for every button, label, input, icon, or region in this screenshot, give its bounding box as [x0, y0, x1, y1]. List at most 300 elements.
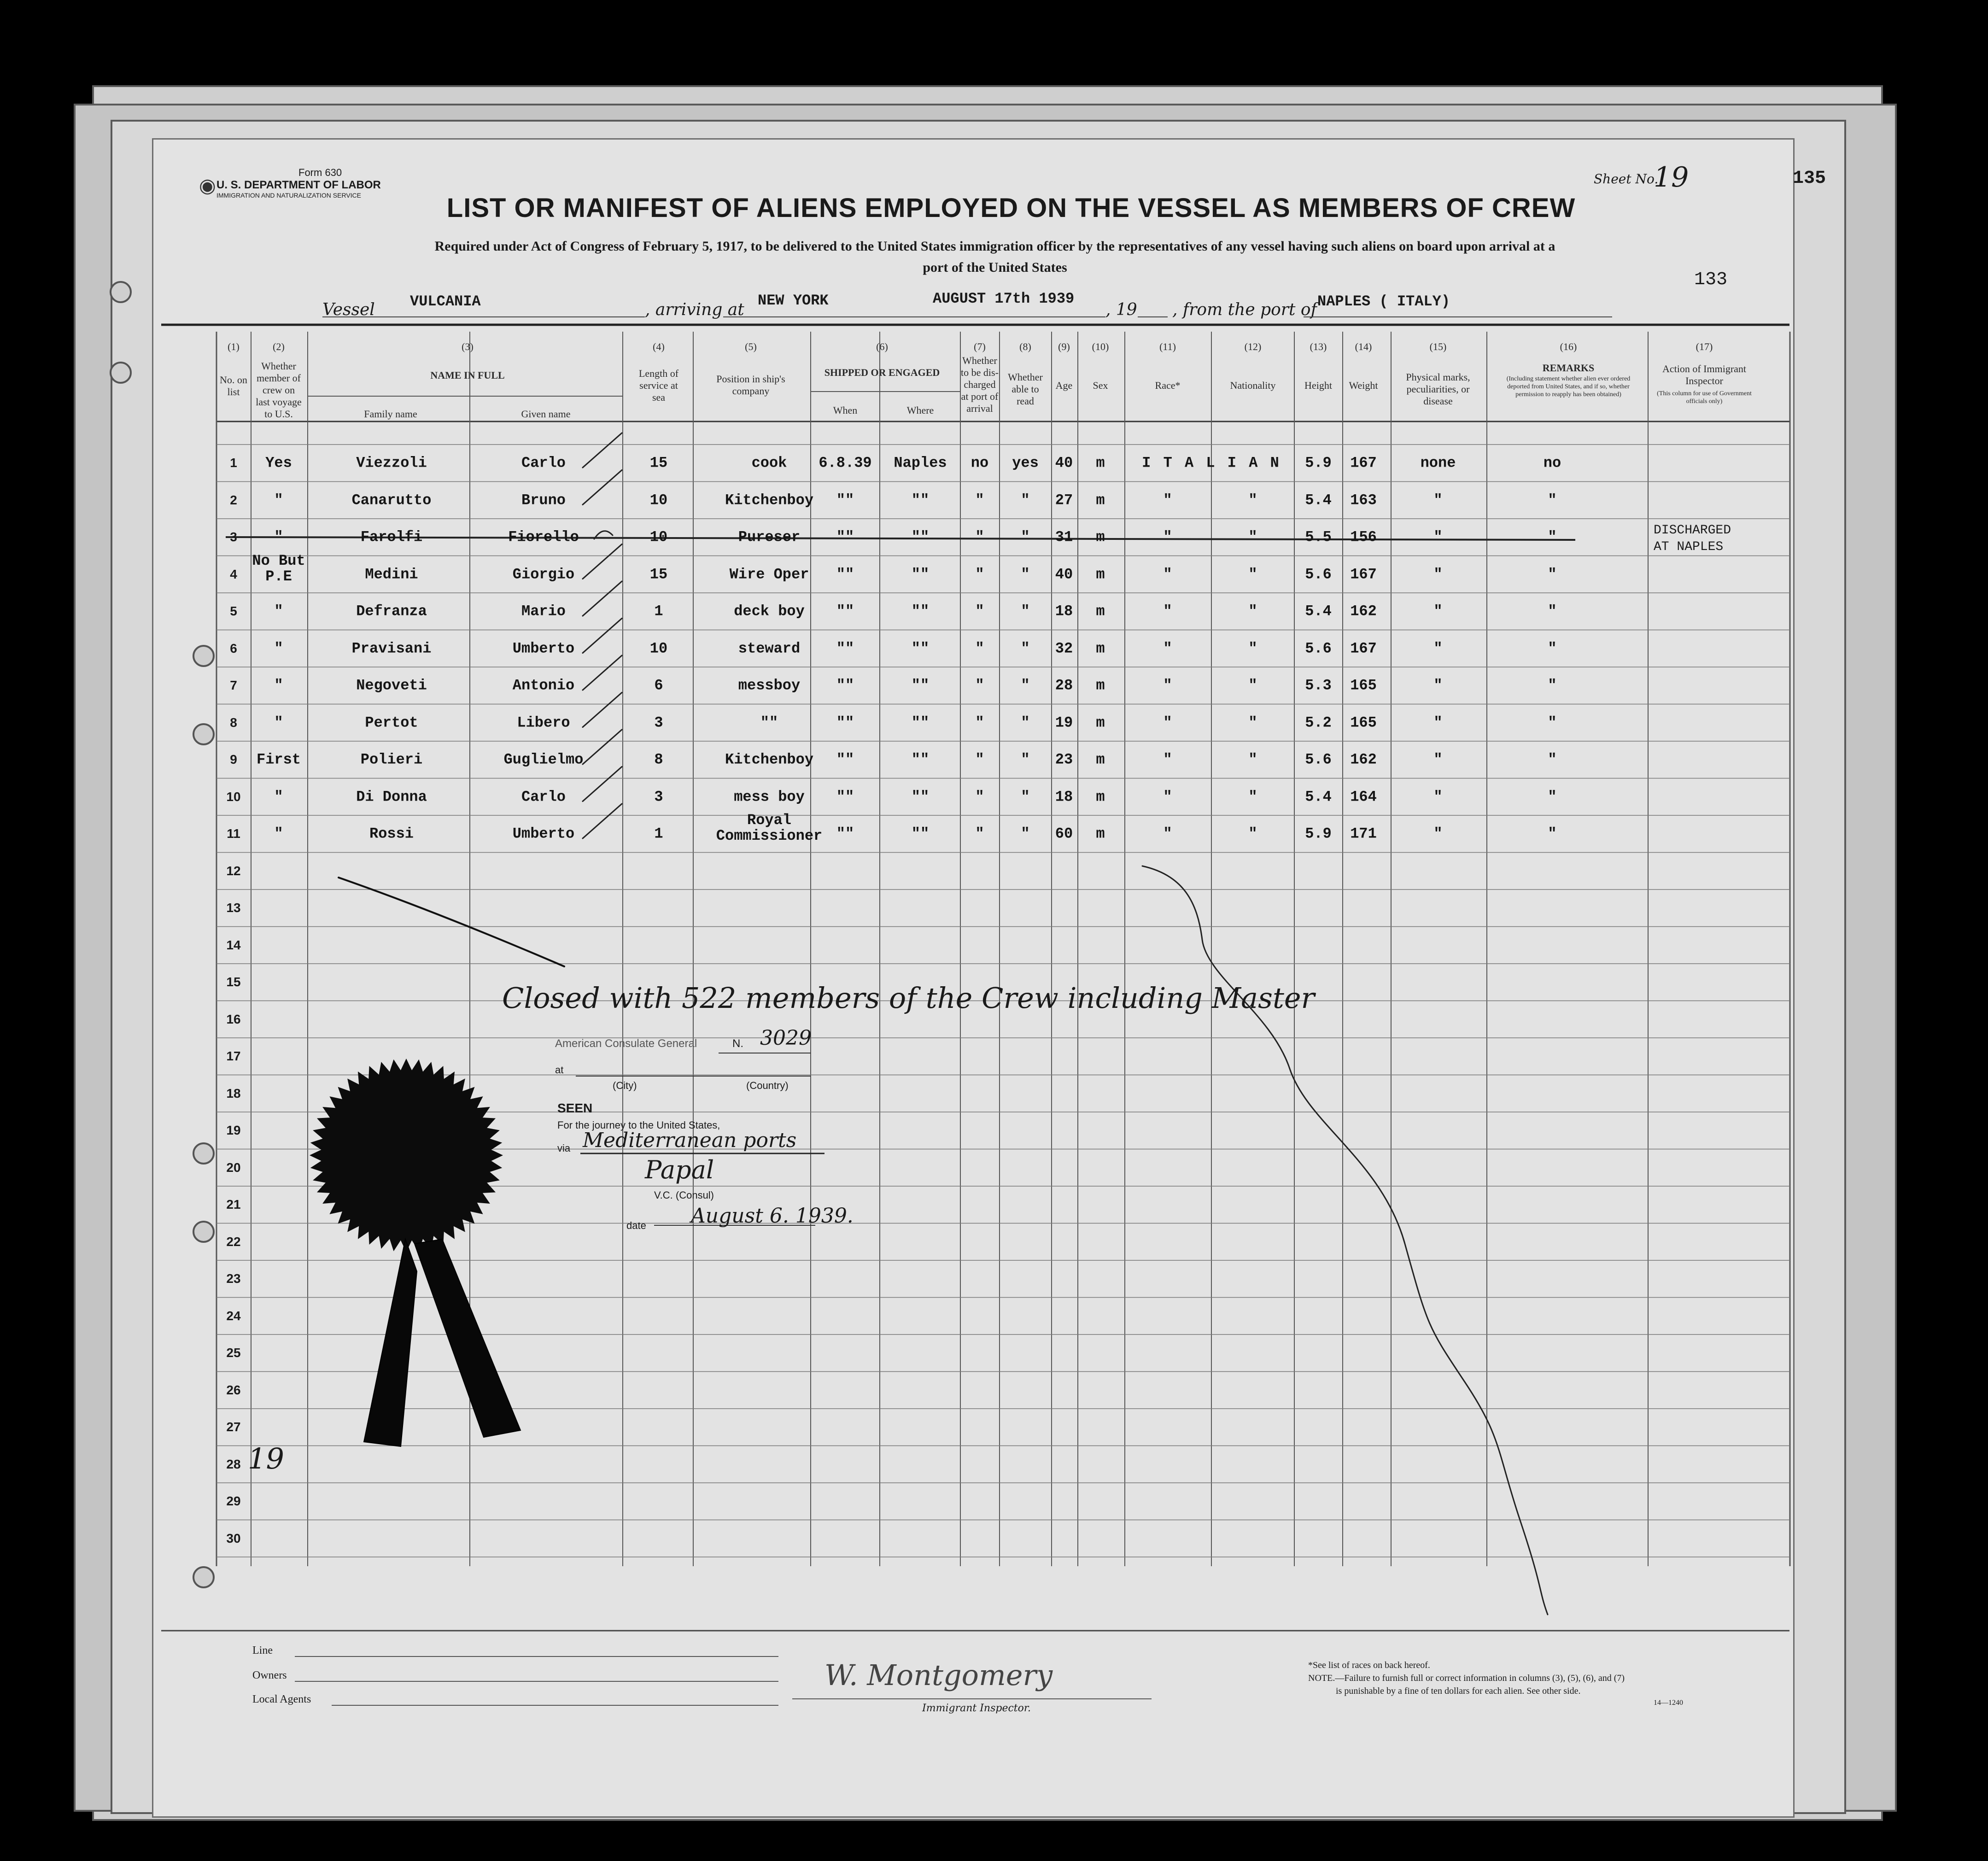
header-able-read: Whether able to read: [1008, 371, 1043, 407]
cell-read: ": [1021, 640, 1030, 657]
cell-given: Carlo: [521, 788, 566, 805]
header-nationality: Nationality: [1230, 380, 1276, 391]
cell-service: 8: [654, 751, 663, 768]
sheet-number: 19: [1654, 161, 1689, 193]
page-stamp: 135: [1793, 168, 1826, 189]
cell-physical: ": [1433, 640, 1443, 657]
cell-service: 10: [649, 528, 668, 546]
cell-service: 1: [654, 603, 663, 620]
cell-nationality: ": [1248, 528, 1257, 546]
cell-sex: m: [1096, 492, 1105, 509]
cell-read: ": [1021, 751, 1030, 768]
cell-sex: m: [1096, 603, 1105, 620]
header-physical: Physical marks, peculiarities, or disease: [1406, 371, 1470, 407]
stamp-date-label: date: [626, 1220, 646, 1231]
cell-member: ": [274, 677, 283, 694]
header-length-service: Length of service at sea: [638, 368, 679, 403]
col-num-12: (12): [1244, 341, 1262, 352]
cell-member: ": [274, 528, 283, 546]
cell-read: ": [1021, 825, 1030, 843]
footer-line-label: Line: [252, 1644, 273, 1656]
cell-age: 40: [1055, 566, 1073, 583]
cell-member: No But P.E: [252, 552, 305, 585]
cell-when: "": [836, 566, 854, 583]
cell-service: 3: [654, 714, 663, 731]
cell-family: Rossi: [369, 825, 414, 843]
col-num-16: (16): [1560, 341, 1577, 352]
col-num-10: (10): [1092, 341, 1109, 352]
header-sex: Sex: [1093, 380, 1108, 391]
cell-position: mess boy: [734, 788, 805, 805]
cell-discharged: ": [975, 788, 984, 805]
cell-read: ": [1021, 677, 1030, 694]
cell-nationality: ": [1248, 751, 1257, 768]
from-port-label: , from the port of: [1172, 300, 1317, 319]
col-num-14: (14): [1355, 341, 1372, 352]
consulate-number: 3029: [760, 1026, 812, 1050]
cell-height: 5.4: [1305, 603, 1332, 620]
cell-family: Negoveti: [356, 677, 427, 694]
col-num-5: (5): [745, 341, 757, 352]
cell-remarks: ": [1548, 566, 1557, 583]
cell-discharged: ": [975, 677, 984, 694]
cell-physical: ": [1433, 825, 1443, 843]
cell-where: "": [911, 751, 930, 768]
discharged-note: DISCHARGED AT NAPLES: [1654, 523, 1731, 554]
row-number: 16: [226, 1012, 241, 1026]
col-num-6: (6): [876, 341, 888, 352]
cell-race: I T A L I A N: [1142, 454, 1281, 472]
row-number: 27: [226, 1420, 241, 1434]
cell-family: Medini: [365, 566, 418, 583]
cell-where: "": [911, 492, 930, 509]
journey-label: For the journey to the United States,: [557, 1119, 720, 1131]
cell-given: Giorgio: [512, 566, 575, 583]
seal-ribbon-left: [364, 1239, 417, 1446]
header-race: Race*: [1155, 380, 1181, 391]
cell-given: Umberto: [512, 825, 575, 843]
cell-age: 32: [1055, 640, 1073, 657]
col-num-2: (2): [273, 341, 285, 352]
cell-age: 23: [1055, 751, 1073, 768]
col-num-8: (8): [1019, 341, 1031, 352]
cell-weight: 167: [1350, 566, 1377, 583]
cell-member: First: [256, 751, 301, 768]
cell-physical: ": [1433, 677, 1443, 694]
header-member: Whether member of crew on last voyage to U.S.: [256, 360, 302, 420]
cell-when: "": [836, 677, 854, 694]
cell-position: cook: [751, 454, 787, 472]
cell-discharged: ": [975, 603, 984, 620]
seal-ribbon-right: [415, 1239, 520, 1437]
cell-discharged: ": [975, 566, 984, 583]
col-num-15: (15): [1429, 341, 1447, 352]
inspector-label: Immigrant Inspector.: [922, 1703, 1031, 1714]
cell-given: Libero: [517, 714, 570, 731]
cell-sex: m: [1096, 825, 1105, 843]
row-number: 22: [226, 1234, 241, 1249]
cell-nationality: ": [1248, 492, 1257, 509]
row-number: 23: [226, 1271, 241, 1286]
row-number: 29: [226, 1494, 241, 1508]
cell-height: 5.6: [1305, 751, 1332, 768]
cell-nationality: ": [1248, 640, 1257, 657]
cell-member: ": [274, 714, 283, 731]
year-label: , 19: [1105, 300, 1137, 319]
footer-owners-label: Owners: [252, 1669, 287, 1681]
header-action: Action of Immigrant Inspector: [1662, 363, 1747, 386]
cell-sex: m: [1096, 454, 1105, 472]
cell-weight: 165: [1350, 714, 1377, 731]
cell-race: ": [1163, 788, 1172, 805]
cell-position: Kitchenboy: [725, 751, 814, 768]
cell-given: Bruno: [521, 492, 566, 509]
cell-race: ": [1163, 677, 1172, 694]
cell-given: Guglielmo: [503, 751, 584, 768]
row-number: 1: [230, 456, 237, 470]
row-number: 30: [226, 1531, 241, 1545]
row-number: 2: [230, 492, 237, 507]
row-number: 9: [230, 752, 237, 767]
cell-remarks: ": [1548, 640, 1557, 657]
cell-position: Royal Commissioner: [716, 812, 823, 844]
cell-member: Yes: [265, 454, 292, 472]
row-number: 12: [226, 863, 241, 878]
cell-sex: m: [1096, 528, 1105, 546]
cell-weight: 156: [1350, 528, 1377, 546]
cell-service: 15: [649, 566, 668, 583]
row-number: 19: [226, 1123, 241, 1137]
cell-nationality: ": [1248, 603, 1257, 620]
cell-when: "": [836, 714, 854, 731]
cell-given: Antonio: [512, 677, 575, 694]
row-number: 8: [230, 715, 237, 730]
cell-where: "": [911, 714, 930, 731]
cell-age: 40: [1055, 454, 1073, 472]
cell-service: 10: [649, 492, 668, 509]
cell-height: 5.2: [1305, 714, 1332, 731]
footer-agents-label: Local Agents: [252, 1693, 311, 1705]
cell-age: 18: [1055, 603, 1073, 620]
cell-physical: none: [1420, 454, 1456, 472]
cell-family: Di Donna: [356, 788, 427, 805]
cell-where: "": [911, 677, 930, 694]
cell-given: Umberto: [512, 640, 575, 657]
row-number: 15: [226, 975, 241, 989]
cell-service: 6: [654, 677, 663, 694]
cell-race: ": [1163, 825, 1172, 843]
wax-seal: [310, 1059, 503, 1252]
cell-read: ": [1021, 492, 1030, 509]
cell-sex: m: [1096, 640, 1105, 657]
row-number: 21: [226, 1197, 241, 1211]
consulate-number-label: N.: [732, 1037, 743, 1050]
cell-discharged: no: [971, 454, 989, 472]
row-number: 20: [226, 1160, 241, 1175]
cell-remarks: ": [1548, 788, 1557, 805]
header-action-note: (This column for use of Government officials only): [1657, 390, 1752, 405]
form-number: Form 630: [298, 167, 342, 178]
cell-when: "": [836, 640, 854, 657]
cell-nationality: ": [1248, 714, 1257, 731]
cell-member: ": [274, 825, 283, 843]
row-number: 7: [230, 678, 237, 692]
sheet-subtitle-line2: port of the United States: [923, 260, 1067, 275]
cell-physical: ": [1433, 788, 1443, 805]
cell-physical: ": [1433, 528, 1443, 546]
cell-family: Canarutto: [351, 492, 432, 509]
seal-body: [310, 1059, 503, 1252]
sheet-title: LIST OR MANIFEST OF ALIENS EMPLOYED ON THE VESSEL AS MEMBERS OF CREW: [446, 193, 1576, 223]
cell-given: Mario: [521, 603, 566, 620]
cell-where: "": [911, 528, 930, 546]
cell-sex: m: [1096, 788, 1105, 805]
col-num-1: (1): [228, 341, 240, 352]
cell-race: ": [1163, 714, 1172, 731]
cell-where: "": [911, 825, 930, 843]
cell-discharged: ": [975, 825, 984, 843]
consulate-label: American Consulate General: [555, 1037, 697, 1050]
cell-read: ": [1021, 566, 1030, 583]
cell-weight: 162: [1350, 751, 1377, 768]
cell-remarks: ": [1548, 714, 1557, 731]
arrival-port: NEW YORK: [758, 292, 829, 309]
arriving-label: , arriving at: [645, 300, 744, 319]
cell-physical: ": [1433, 751, 1443, 768]
cell-age: 31: [1055, 528, 1073, 546]
cell-age: 60: [1055, 825, 1073, 843]
col-num-7: (7): [974, 341, 986, 352]
check-mark: [583, 730, 622, 764]
cell-read: ": [1021, 714, 1030, 731]
cell-height: 5.6: [1305, 640, 1332, 657]
cell-age: 18: [1055, 788, 1073, 805]
cell-when: "": [836, 528, 854, 546]
cell-height: 5.5: [1305, 528, 1332, 546]
row-number: 3: [230, 530, 237, 544]
check-mark: [583, 767, 622, 802]
cell-race: ": [1163, 492, 1172, 509]
cell-position: Kitchenboy: [725, 492, 814, 509]
cell-where: "": [911, 788, 930, 805]
cell-height: 5.4: [1305, 492, 1332, 509]
cell-service: 1: [654, 825, 663, 843]
cell-when: "": [836, 788, 854, 805]
cell-member: ": [274, 788, 283, 805]
header-height: Height: [1304, 380, 1332, 391]
header-name-in-full: NAME IN FULL: [430, 369, 505, 381]
cell-nationality: ": [1248, 566, 1257, 583]
cell-height: 5.3: [1305, 677, 1332, 694]
cell-position: deck boy: [734, 603, 805, 620]
header-discharged: Whether to be dis-charged at port of arrival: [961, 355, 999, 414]
col-num-9: (9): [1058, 341, 1070, 352]
cell-nationality: ": [1248, 677, 1257, 694]
cell-where: "": [911, 640, 930, 657]
cell-position: "": [760, 714, 778, 731]
row-number: 28: [226, 1457, 241, 1471]
check-mark: [583, 544, 622, 579]
row-number: 5: [230, 604, 237, 618]
department-label: U. S. DEPARTMENT OF LABOR: [216, 179, 381, 191]
cell-sex: m: [1096, 751, 1105, 768]
cell-read: ": [1021, 788, 1030, 805]
header-position: Position in ship's company: [716, 373, 785, 397]
check-mark: [583, 655, 622, 690]
cell-given: Carlo: [521, 454, 566, 472]
sheet-number-label: Sheet No.: [1594, 171, 1659, 187]
form-code: 14—1240: [1654, 1699, 1683, 1707]
cell-family: Farolfi: [360, 528, 423, 546]
cell-weight: 171: [1350, 825, 1377, 843]
cell-position: messboy: [738, 677, 801, 694]
header-family-name: Family name: [364, 408, 417, 420]
consulate-at-label: at: [555, 1064, 564, 1076]
header-no-on-list: No. on list: [220, 374, 247, 398]
cell-height: 5.6: [1305, 566, 1332, 583]
cell-family: Pertot: [365, 714, 418, 731]
cell-family: Viezzoli: [356, 454, 427, 472]
header-remarks: REMARKS: [1542, 362, 1595, 374]
cell-discharged: ": [975, 528, 984, 546]
cell-nationality: ": [1248, 825, 1257, 843]
check-mark: [583, 693, 622, 727]
row-number: 18: [226, 1086, 241, 1100]
cell-physical: ": [1433, 714, 1443, 731]
row-number: 17: [226, 1049, 241, 1063]
cell-race: ": [1163, 640, 1172, 657]
cell-discharged: ": [975, 714, 984, 731]
cell-position: Wire Oper: [729, 566, 809, 583]
cell-read: ": [1021, 528, 1030, 546]
check-mark: [583, 804, 622, 838]
pen-stroke: [339, 878, 564, 966]
row-number: 6: [230, 641, 237, 655]
cell-position: steward: [738, 640, 801, 657]
cell-sex: m: [1096, 714, 1105, 731]
cell-physical: ": [1433, 492, 1443, 509]
cell-nationality: ": [1248, 788, 1257, 805]
consul-title: V.C. (Consul): [654, 1189, 714, 1201]
sheet-subtitle: Required under Act of Congress of February 5, 1917, to be delivered to the United States immigration officer by the representatives of any vessel having such aliens on board upon arrival at a: [434, 239, 1555, 254]
check-mark: [583, 581, 622, 616]
cell-when: "": [836, 825, 854, 843]
service-label: IMMIGRATION AND NATURALIZATION SERVICE: [216, 192, 361, 199]
cell-where: Naples: [894, 454, 947, 472]
arrival-date: AUGUST 17th 1939: [933, 290, 1075, 307]
departure-port: NAPLES ( ITALY): [1317, 293, 1450, 310]
footer-note-races: *See list of races on back hereof.: [1308, 1660, 1430, 1670]
cell-where: "": [911, 566, 930, 583]
cell-remarks: no: [1543, 454, 1561, 472]
cell-sex: m: [1096, 677, 1105, 694]
cell-height: 5.9: [1305, 454, 1332, 472]
col-num-11: (11): [1159, 341, 1176, 352]
cell-service: 3: [654, 788, 663, 805]
cell-age: 28: [1055, 677, 1073, 694]
vessel-label: Vessel: [322, 300, 375, 319]
cell-service: 15: [649, 454, 668, 472]
cell-remarks: ": [1548, 825, 1557, 843]
check-mark: [583, 619, 622, 653]
inspector-signature: W. Montgomery: [824, 1658, 1053, 1692]
cell-when: "": [836, 492, 854, 509]
cell-service: 10: [649, 640, 668, 657]
margin-number: 19: [248, 1442, 284, 1475]
closing-note: Closed with 522 members of the Crew including Master: [502, 981, 1315, 1015]
cell-when: 6.8.39: [819, 454, 872, 472]
header-weight: Weight: [1349, 380, 1378, 391]
col-num-17: (17): [1696, 341, 1713, 352]
cell-when: "": [836, 751, 854, 768]
cell-remarks: ": [1548, 528, 1557, 546]
vessel-name: VULCANIA: [410, 293, 481, 310]
header-where: Where: [906, 404, 934, 416]
city-label: (City): [613, 1080, 637, 1091]
cell-race: ": [1163, 603, 1172, 620]
header-shipped: SHIPPED OR ENGAGED: [824, 367, 940, 378]
cell-discharged: ": [975, 640, 984, 657]
col-num-13: (13): [1310, 341, 1327, 352]
via-ports: Mediterranean ports: [583, 1129, 797, 1152]
cell-member: ": [274, 603, 283, 620]
row-number: 25: [226, 1346, 241, 1360]
cell-weight: 167: [1350, 454, 1377, 472]
cell-family: Pravisani: [351, 640, 432, 657]
cell-race: ": [1163, 751, 1172, 768]
cell-discharged: ": [975, 492, 984, 509]
cell-weight: 163: [1350, 492, 1377, 509]
cell-remarks: ": [1548, 492, 1557, 509]
cell-read: ": [1021, 603, 1030, 620]
cell-physical: ": [1433, 603, 1443, 620]
consul-signature: Papal: [645, 1155, 714, 1184]
cell-member: ": [274, 640, 283, 657]
cell-race: ": [1163, 528, 1172, 546]
row-number: 4: [230, 567, 237, 581]
row-number: 26: [226, 1382, 241, 1397]
cell-sex: m: [1096, 566, 1105, 583]
cell-physical: ": [1433, 566, 1443, 583]
row-number: 10: [226, 789, 241, 804]
header-remarks-note: (Including statement whether alien ever ordered deported from United States, and if so, whether permission to reapply has been obtained): [1506, 375, 1631, 398]
cell-when: "": [836, 603, 854, 620]
footer-note-fine: NOTE.—Failure to furnish full or correct information in columns (3), (5), (6), and (7): [1308, 1673, 1625, 1683]
cell-discharged: ": [975, 751, 984, 768]
row-number: 24: [226, 1308, 241, 1323]
cell-race: ": [1163, 566, 1172, 583]
cell-height: 5.4: [1305, 788, 1332, 805]
row-number: 11: [227, 826, 240, 841]
cell-height: 5.9: [1305, 825, 1332, 843]
header-when: When: [833, 404, 858, 416]
header-given-name: Given name: [521, 408, 571, 420]
page-number: 133: [1694, 269, 1728, 290]
cell-remarks: ": [1548, 677, 1557, 694]
cell-where: "": [911, 603, 930, 620]
cell-weight: 165: [1350, 677, 1377, 694]
cell-remarks: ": [1548, 603, 1557, 620]
cell-weight: 162: [1350, 603, 1377, 620]
check-mark: [583, 470, 622, 505]
cell-weight: 167: [1350, 640, 1377, 657]
cell-family: Defranza: [356, 603, 427, 620]
cell-age: 27: [1055, 492, 1073, 509]
cell-read: yes: [1012, 454, 1039, 472]
via-label: via: [557, 1142, 571, 1154]
country-label: (Country): [746, 1080, 789, 1091]
cell-position: Pureser: [738, 528, 801, 546]
